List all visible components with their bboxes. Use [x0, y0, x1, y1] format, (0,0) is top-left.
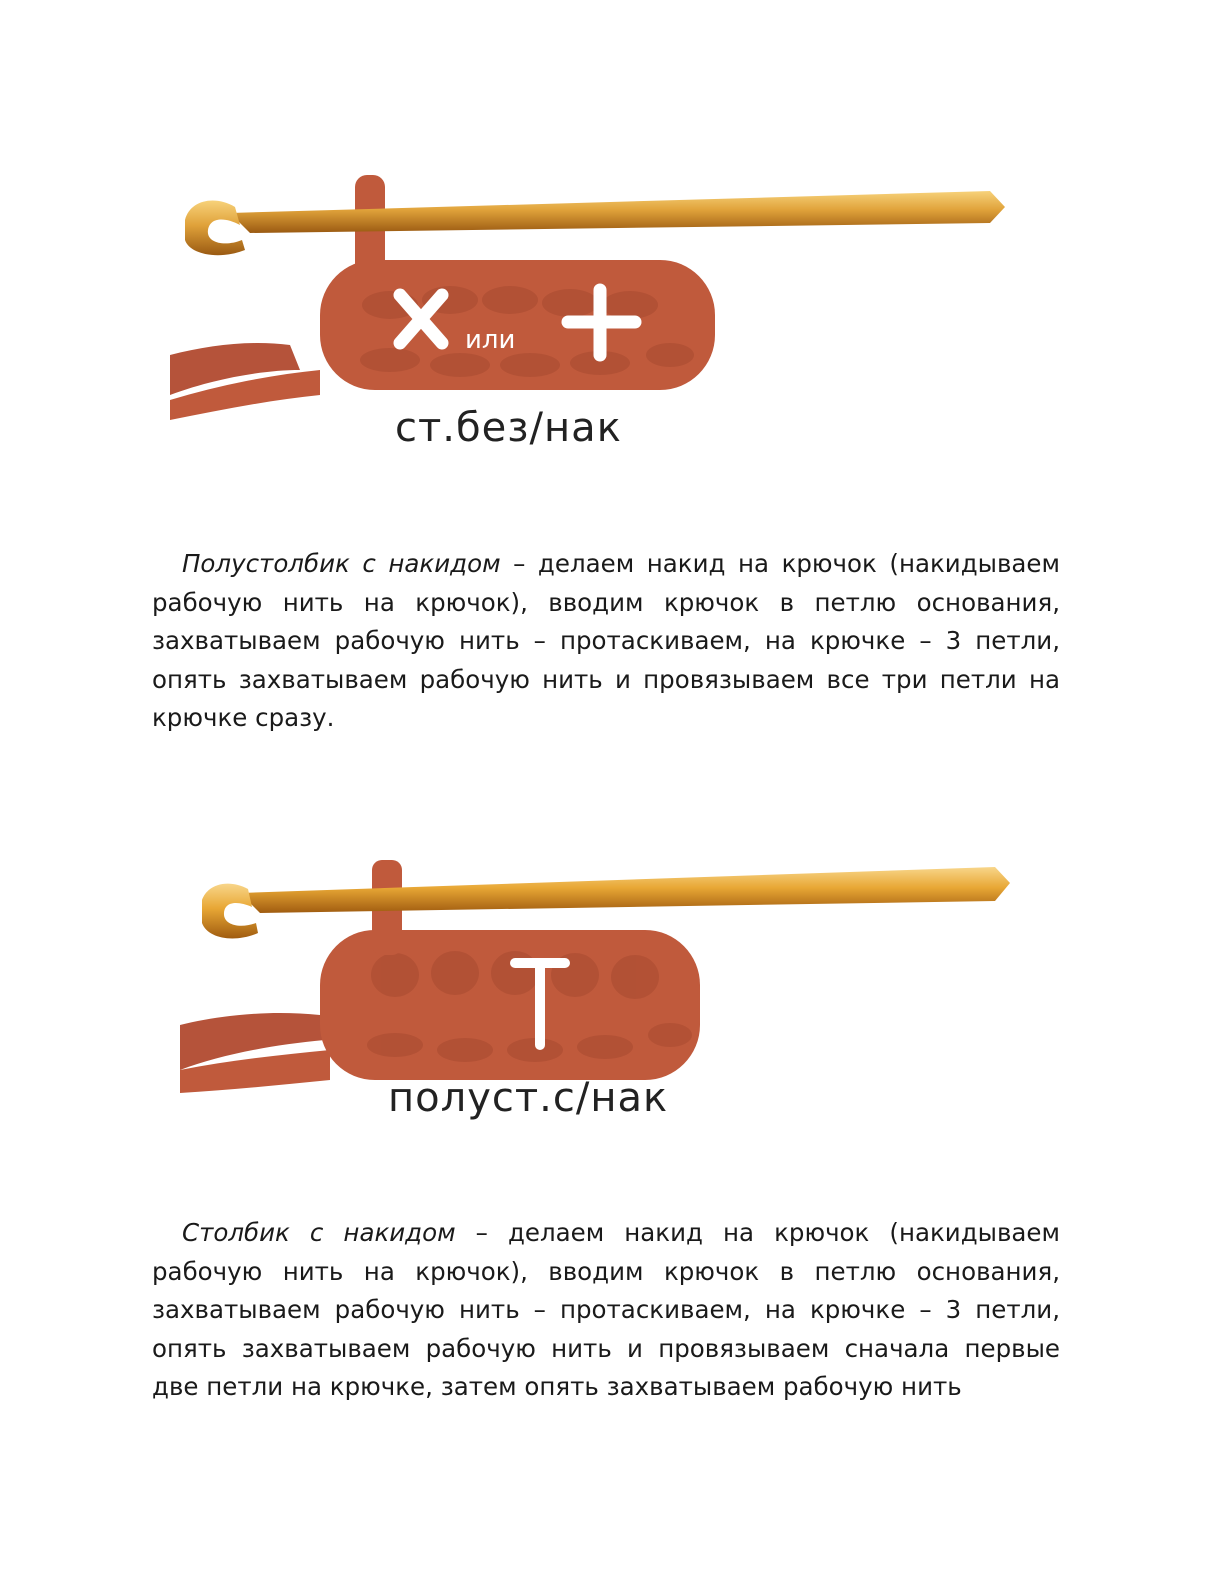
term-double-crochet: Столбик с накидом	[182, 1218, 456, 1247]
term-half-double-crochet: Полустолбик с накидом	[182, 549, 501, 578]
paragraph-double-crochet	[152, 1214, 1060, 1407]
figure2-caption: полуст.с/нак	[388, 1075, 669, 1121]
symbol-or-label: или	[465, 325, 516, 355]
paragraph-half-double-crochet	[152, 545, 1060, 738]
paragraph1-text: – делаем накид на крючок (накидываем рабочую нить на крючок), вводим крючок в петлю основания, захватываем рабочую нить – протаскиваем, на крючке – 3 петли, опять захватываем рабочую нить и провязываем все три петли на крючке сразу.	[152, 549, 1060, 732]
paragraph2-text: – делаем накид на крючок (накидываем рабочую нить на крючок), вводим крючок в петлю основания, захватываем рабочую нить – протаскиваем, на крючке – 3 петли, опять захватываем рабочую нить и провязываем сначала первые две петли на крючке, затем опять захватываем рабочую нить	[152, 1218, 1060, 1401]
figure1-caption: ст.без/нак	[395, 405, 622, 451]
crochet-hook-2	[240, 867, 1010, 913]
crochet-hook	[230, 191, 1005, 233]
